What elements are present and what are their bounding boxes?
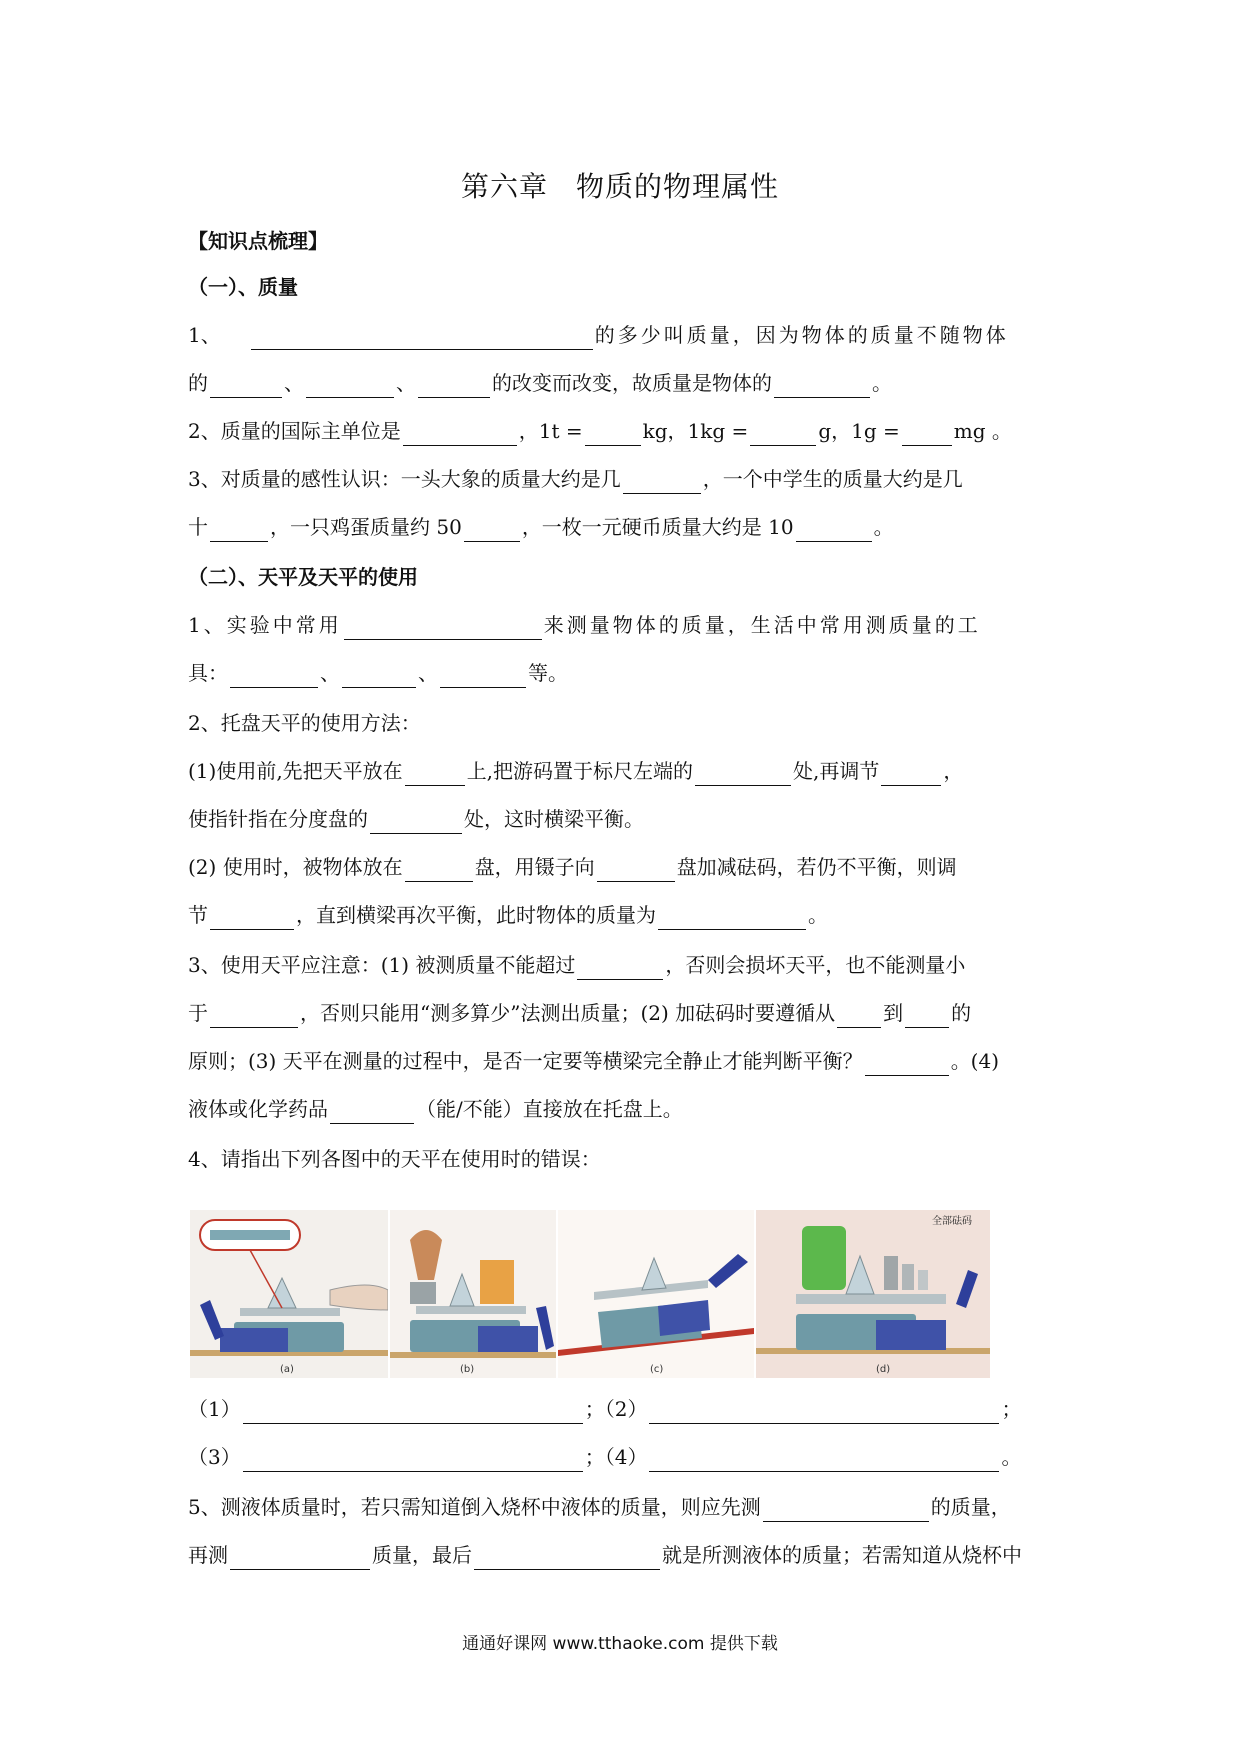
balance-question-2: 2、托盘天平的使用方法： [188, 711, 421, 735]
balance-question-2-1-line2: 使指针指在分度盘的 处，这时横梁平衡。 [188, 804, 1068, 834]
figure-d [756, 1210, 990, 1378]
figure-a [190, 1210, 388, 1378]
answers-line2: （3） ；（4） 。 [188, 1442, 1068, 1472]
figure-c-label: (c) [650, 1364, 664, 1375]
figure-d-note: 全部砝码 [932, 1216, 972, 1227]
balance-question-1-line1: 1、实验中常用 来测量物体的质量，生活中常用测质量的工 [188, 610, 1068, 640]
balance-question-4: 4、请指出下列各图中的天平在使用时的错误： [188, 1147, 601, 1171]
figure-a-label: (a) [280, 1364, 294, 1375]
figure-b [390, 1210, 556, 1378]
section-heading-balance: （二）、天平及天平的使用 [188, 565, 418, 589]
figure-c [558, 1210, 754, 1378]
blank [251, 327, 593, 350]
question-3-line2: 十 ，一只鸡蛋质量约 50 ，一枚一元硬币质量大约是 10 。 [188, 512, 1068, 542]
balance-question-2-2-line2: 节 ，直到横梁再次平衡，此时物体的质量为 。 [188, 900, 1068, 930]
question-2: 2、质量的国际主单位是 ，1t = kg，1kg = g，1g = mg 。 [188, 416, 1068, 446]
section-heading-mass: （一）、质量 [188, 275, 298, 299]
balance-question-5-line2: 再测 质量，最后 就是所测液体的质量；若需知道从烧杯中 [188, 1540, 1068, 1570]
balance-figures [190, 1210, 1078, 1378]
figure-d-label: (d) [876, 1364, 891, 1375]
balance-question-3-line1: 3、使用天平应注意：(1) 被测质量不能超过 ，否则会损坏天平，也不能测量小 [188, 950, 1068, 980]
balance-question-3-line3: 原则；(3) 天平在测量的过程中，是否一定要等横梁完全静止才能判断平衡？ 。(4) [188, 1046, 1068, 1076]
balance-question-2-1-line1: (1)使用前,先把天平放在 上,把游码置于标尺左端的 处,再调节 ， [188, 756, 1068, 786]
balance-question-3-line2: 于 ，否则只能用“测多算少”法测出质量；(2) 加砝码时要遵循从 到 的 [188, 998, 1068, 1028]
answers-line1: （1） ；（2） ； [188, 1394, 1068, 1424]
section-heading-knowledge: 【知识点梳理】 [188, 229, 328, 253]
balance-question-3-line4: 液体或化学药品 （能/不能）直接放在托盘上。 [188, 1094, 1068, 1124]
page-title: 第六章 物质的物理属性 [460, 170, 780, 203]
balance-question-1-line2: 具： 、 、 等。 [188, 658, 1068, 688]
figure-b-label: (b) [460, 1364, 475, 1375]
balance-question-2-2-line1: (2) 使用时，被物体放在 盘，用镊子向 盘加减砝码，若仍不平衡，则调 [188, 852, 1068, 882]
balance-question-5-line1: 5、测液体质量时，若只需知道倒入烧杯中液体的质量，则应先测 的质量， [188, 1492, 1068, 1522]
question-1-line2: 的 、 、 的改变而改变，故质量是物体的 。 [188, 368, 1068, 398]
page-footer: 通通好课网 www.tthaoke.com 提供下载 [462, 1634, 778, 1654]
question-1-line1: 1、 的多少叫质量，因为物体的质量不随物体 [188, 320, 1068, 350]
question-3-line1: 3、对质量的感性认识：一头大象的质量大约是几 ，一个中学生的质量大约是几 [188, 464, 1068, 494]
